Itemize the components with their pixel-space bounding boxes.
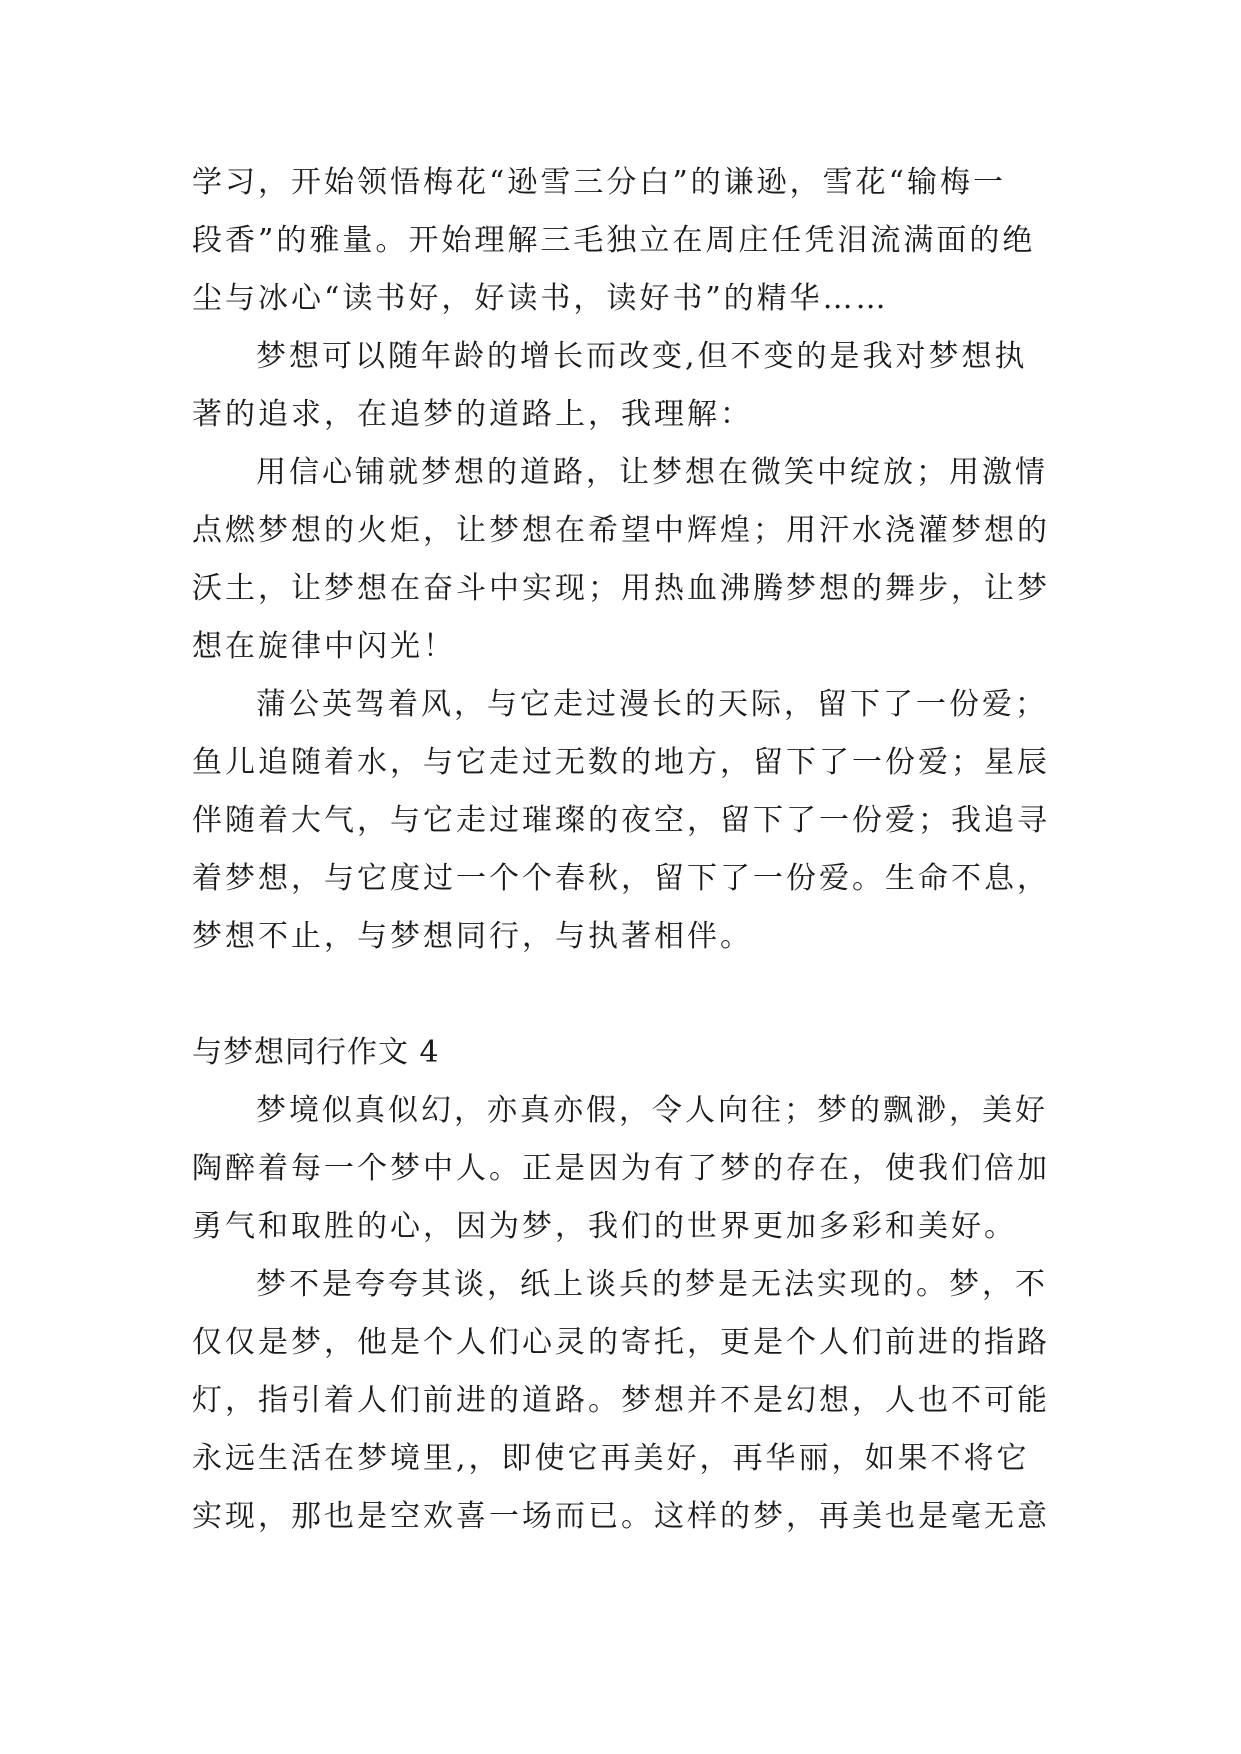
text-line: 学习，开始领悟梅花“逊雪三分白”的谦逊，雪花“输梅一: [192, 165, 1007, 200]
text-line: 着梦想，与它度过一个个春秋，留下了一份爱。生命不息，: [192, 861, 1050, 896]
document-page: [192, 154, 1062, 1546]
text-line: 梦想可以随年龄的增长而改变,但不变的是我对梦想执: [256, 339, 1028, 374]
text-line: 段香”的雅量。开始理解三毛独立在周庄任凭泪流满面的绝: [192, 223, 1036, 258]
text-line: 尘与冰心“读书好，好读书，读好书”的精华……: [192, 281, 889, 316]
text-line: 伴随着大气，与它走过璀璨的夜空，留下了一份爱；我追寻: [192, 803, 1050, 838]
text-line: 梦想不止，与梦想同行，与执著相伴。: [192, 919, 753, 954]
text-line: 陶醉着每一个梦中人。正是因为有了梦的存在，使我们倍加: [192, 1151, 1050, 1186]
text-line: 永远生活在梦境里,，即使它再美好，再华丽，如果不将它: [192, 1441, 1030, 1476]
text-line: 灯，指引着人们前进的道路。梦想并不是幻想，人也不可能: [192, 1383, 1050, 1418]
text-line: 用信心铺就梦想的道路，让梦想在微笑中绽放；用激情: [256, 455, 1048, 490]
paragraph-block-2: [192, 1082, 1062, 1546]
text-line: 著的追求，在追梦的道路上，我理解：: [192, 397, 753, 432]
text-line: 仅仅是梦，他是个人们心灵的寄托，更是个人们前进的指路: [192, 1325, 1050, 1360]
paragraph-block-1: [192, 154, 1062, 966]
section-heading: 与梦想同行作文 4: [192, 1035, 440, 1070]
text-line: 点燃梦想的火炬，让梦想在希望中辉煌；用汗水浇灌梦想的: [192, 513, 1050, 548]
text-line: 梦不是夸夸其谈，纸上谈兵的梦是无法实现的。梦，不: [256, 1267, 1048, 1302]
text-line: 鱼儿追随着水，与它走过无数的地方，留下了一份爱；星辰: [192, 745, 1050, 780]
text-line: 想在旋律中闪光！: [192, 629, 456, 664]
text-line: 勇气和取胜的心，因为梦，我们的世界更加多彩和美好。: [192, 1209, 1017, 1244]
section-gap: [192, 966, 1062, 1024]
text-line: 沃土，让梦想在奋斗中实现；用热血沸腾梦想的舞步，让梦: [192, 571, 1050, 606]
text-line: 梦境似真似幻，亦真亦假，令人向往；梦的飘渺，美好: [256, 1093, 1048, 1128]
text-line: 蒲公英驾着风，与它走过漫长的天际，留下了一份爱；: [256, 687, 1048, 722]
text-line: 实现，那也是空欢喜一场而已。这样的梦，再美也是毫无意: [192, 1499, 1050, 1534]
